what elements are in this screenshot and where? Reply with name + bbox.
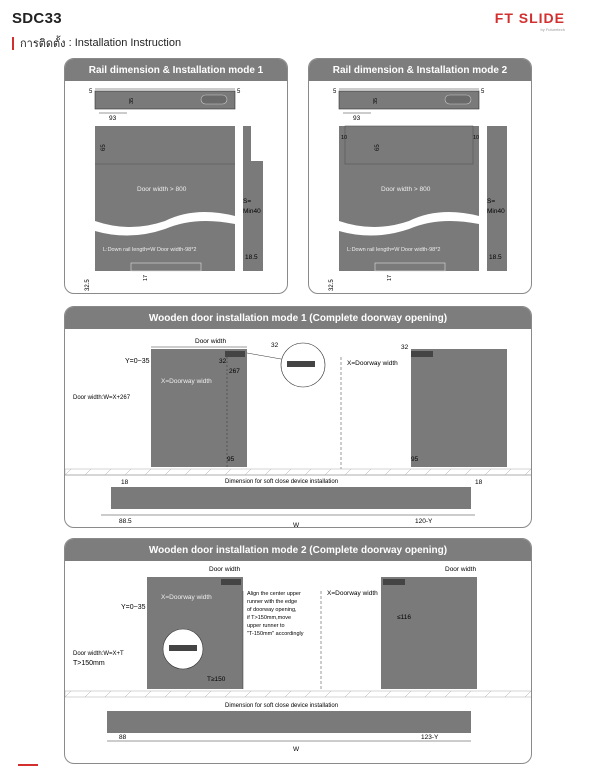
dim-10-right: 10 [473,135,480,141]
dim-10-left: 10 [341,135,348,141]
dim-65: 65 [101,144,107,151]
t-condition: T>150mm [73,660,105,667]
rail-length-label: L:Down rail length=W Door width-98*2 [347,247,441,253]
wood-panel-1-title: Wooden door installation mode 1 (Complete doorway opening) [65,307,531,329]
dim-65: 65 [375,144,381,151]
wood-diagram-1 [65,329,532,528]
dim-95-right: 95 [411,456,419,463]
dim-5-right: 5 [237,89,241,95]
y-range: Y=0~35 [121,604,146,611]
min40-label: Min40 [243,208,261,215]
door-lower [95,166,235,227]
door-bottom [95,221,235,271]
subtitle-separator: : [65,37,75,49]
runner-left [225,351,245,357]
note-line: Align the center upper [247,591,301,597]
min40-label: Min40 [487,208,505,215]
dim-18-5: 18.5 [489,254,502,261]
note-line: if T>150mm,move [247,615,292,621]
dimension-label: Dimension for soft close device installation [225,479,339,485]
rail-slot [201,95,227,104]
s-label: S= [487,198,496,205]
rail-panel-1 [64,58,288,294]
bottom-rail [107,711,471,733]
dim-18-5: 18.5 [245,254,258,261]
bottom-rail [111,487,471,509]
formula-label: Door width:W=X+T [73,651,124,657]
dim-17: 17 [387,274,393,281]
dim-120-y: 120-Y [415,518,433,525]
door-width-label: Door width [209,566,241,573]
x-doorway-label: X=Doorway width [161,594,212,601]
dim-88: 88 [119,734,127,741]
dim-93: 93 [109,115,117,122]
note-line: "T-150mm" accordingly [247,631,304,637]
page-subtitle [12,34,181,52]
dim-w: W [293,746,300,753]
dim-18-right: 18 [475,479,483,486]
dim-32: 32 [219,358,227,365]
brand-sub: by Futuretech [540,27,565,32]
dim-32-detail: 32 [271,342,279,349]
dim-5-left: 5 [89,89,93,95]
dim-116: ≤116 [397,614,411,621]
door-width-label: Door width > 800 [381,186,431,193]
dim-123-y: 123-Y [421,734,439,741]
door-left [151,349,247,467]
dim-32-right: 32 [401,344,409,351]
dim-93: 93 [353,115,361,122]
wood-panel-2 [64,538,532,764]
dim-w: W [293,522,300,529]
dim-5-left: 5 [333,89,337,95]
rail-length-label: L:Down rail length=W Door width-98*2 [103,247,197,253]
door-width-right-label: Door width [445,566,477,573]
wood-diagram-2 [65,561,532,764]
note-line: of doorway opening, [247,607,297,613]
subtitle-accent-bar [12,37,14,50]
rail-diagram-1 [65,81,288,294]
door-width-label: Door width [195,338,227,345]
dim-32-5: 32.5 [329,279,335,291]
note-block [247,591,304,637]
dim-88-5: 88.5 [119,518,132,525]
formula-label: Door width:W=X+267 [73,395,131,401]
rail-panel-2-title: Rail dimension & Installation mode 2 [309,59,531,81]
rail-diagram-2 [309,81,532,294]
wood-panel-1 [64,306,532,528]
x-doorway-label: X=Doorway width [161,378,212,385]
door-width-label: Door width > 800 [137,186,187,193]
dim-32-5: 32.5 [85,279,91,291]
dim-267: 267 [229,368,240,375]
x-doorway-right-label: X=Doorway width [327,590,378,597]
dim-95: 95 [227,456,235,463]
y-range: Y=0~35 [125,358,150,365]
brand-slide: SLIDE [518,10,565,26]
dimension-label: Dimension for soft close device installation [225,703,339,709]
t-condition-2: T≥150 [207,676,226,683]
dim-18-left: 18 [121,479,129,486]
door-right [411,349,507,467]
wood-panel-2-title: Wooden door installation mode 2 (Complete doorway opening) [65,539,531,561]
s-label: S= [243,198,252,205]
x-doorway-right-label: X=Doorway width [347,360,398,367]
brand-ft: FT [494,10,514,26]
footer-accent [18,764,38,766]
subtitle-english: Installation Instruction [74,37,182,49]
door-upper [95,126,235,166]
subtitle-thai: การติดตั้ง [20,38,66,50]
dim-17: 17 [143,274,149,281]
dim-5-right: 5 [481,89,485,95]
rail-panel-1-title: Rail dimension & Installation mode 1 [65,59,287,81]
note-line: upper runner to [247,623,285,629]
dim-35: 35 [129,97,135,104]
note-line: runner with the edge [247,599,298,605]
rail-panel-2 [308,58,532,294]
model-title: SDC33 [12,10,62,27]
dim-35: 35 [373,97,379,104]
door-right [381,577,477,689]
brand-logo [495,10,565,26]
